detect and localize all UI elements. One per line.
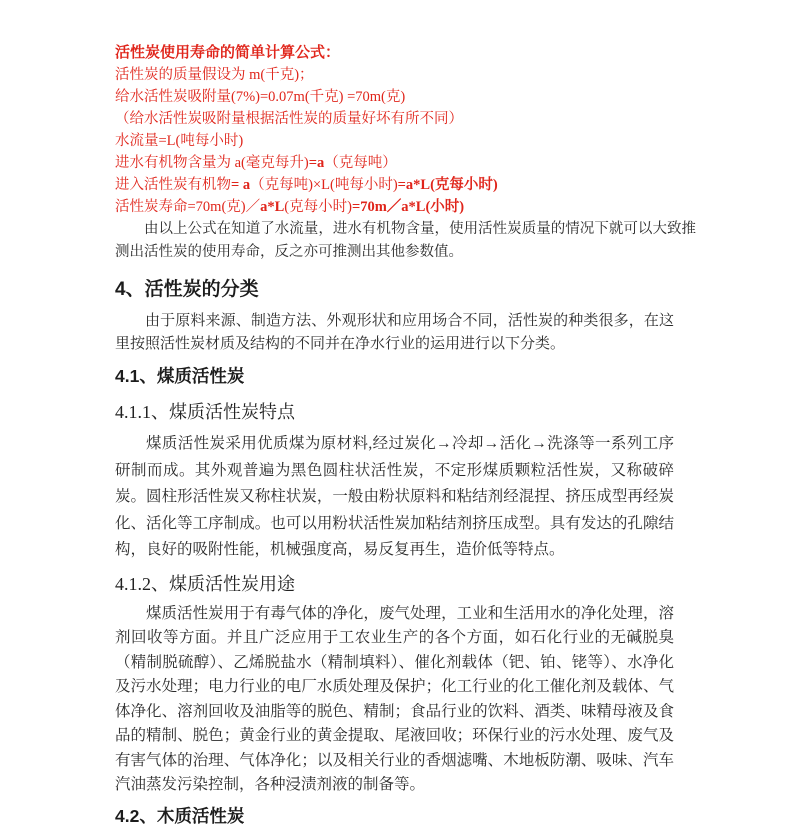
formula-line-life <box>115 196 674 218</box>
heading-classification: 4、活性炭的分类 <box>115 279 259 300</box>
formula-line-organic <box>115 152 674 174</box>
formula-life-mid: (克每小时) <box>284 199 352 215</box>
heading-coal-features: 4.1.1、煤质活性炭特点 <box>115 402 295 422</box>
paragraph-classification: 由于原料来源、制造方法、外观形状和应用场合不同，活性炭的种类很多，在这里按照活性炭材质及结构的不同并在净水行业的运用进行以下分类。 <box>115 313 674 352</box>
paragraph-conclusion: 由以上公式在知道了水流量，进水有机物含量，使用活性炭质量的情况下就可以大致推测出活性炭的使用寿命，反之亦可推测出其他参数值。 <box>115 221 696 260</box>
formula-title: 活性炭使用寿命的简单计算公式： <box>115 44 341 61</box>
formula-organic-bold: =a <box>308 155 325 171</box>
heading-wood-carbon: 4.2、木质活性炭 <box>115 805 245 826</box>
formula-organic-post: （克每吨） <box>324 155 397 171</box>
formula-organic-pre: 进水有机物含量为 a(毫克每升) <box>115 155 309 171</box>
formula-input-mid: （克每吨)×L(吨每小时) <box>250 177 398 193</box>
paragraph-coal-features: 煤质活性炭采用优质煤为原材料,经过炭化→冷却→活化→洗涤等一系列工序研制而成。其外观普遍为黑色圆柱状活性炭，不定形煤质颗粒活性炭，又称破碎炭。圆柱形活性炭又称柱状炭，一般由粉状原料和粘结剂经混捏、挤压成型再经炭化、活化等工序制成。也可以用粉状活性炭加粘结剂挤压成型。具有发达的孔隙结构，良好的吸附性能，机械强度高，易反复再生，造价低等特点。 <box>115 435 674 558</box>
heading-coal-carbon: 4.1、煤质活性炭 <box>115 366 245 386</box>
paragraph-coal-uses: 煤质活性炭用于有毒气体的净化，废气处理，工业和生活用水的净化处理，溶剂回收等方面。并且广泛应用于工农业生产的各个方面，如石化行业的无碱脱臭（精制脱硫醇）、乙烯脱盐水（精制填料）、催化剂载体（钯、铂、铑等）、水净化及污水处理；电力行业的电厂水质处理及保护；化工行业的化工催化剂及载体、气体净化、溶剂回收及油脂等的脱色、精制；食品行业的饮料、酒类、味精母液及食品的精制、脱色；黄金行业的黄金提取、尾液回收；环保行业的污水处理、废气及有害气体的治理、气体净化；以及相关行业的香烟滤嘴、木地板防潮、吸味、汽车汽油蒸发污染控制，各种浸渍剂液的制备等。 <box>115 604 674 793</box>
formula-line-adsorption: 给水活性炭吸附量(7%)=0.07m(千克) =70m(克) <box>115 89 406 105</box>
heading-coal-uses: 4.1.2、煤质活性炭用途 <box>115 573 295 594</box>
formula-line-input <box>115 174 674 196</box>
formula-line-note: （给水活性炭吸附量根据活性炭的质量好坏有所不同） <box>115 111 463 127</box>
formula-block <box>115 42 674 218</box>
formula-line-mass: 活性炭的质量假设为 m(千克)； <box>115 67 314 83</box>
formula-input-pre: 进入活性炭有机物 <box>115 177 231 193</box>
formula-life-pre: 活性炭寿命=70m(克)／ <box>115 199 261 215</box>
formula-line-flow: 水流量=L(吨每小时) <box>115 133 244 149</box>
formula-life-bold2: =70m／a*L(小时) <box>351 199 465 215</box>
formula-life-bold1: a*L <box>260 199 285 215</box>
formula-input-bold1: = a <box>231 177 251 193</box>
formula-input-bold2: =a*L(克每小时) <box>397 177 498 193</box>
